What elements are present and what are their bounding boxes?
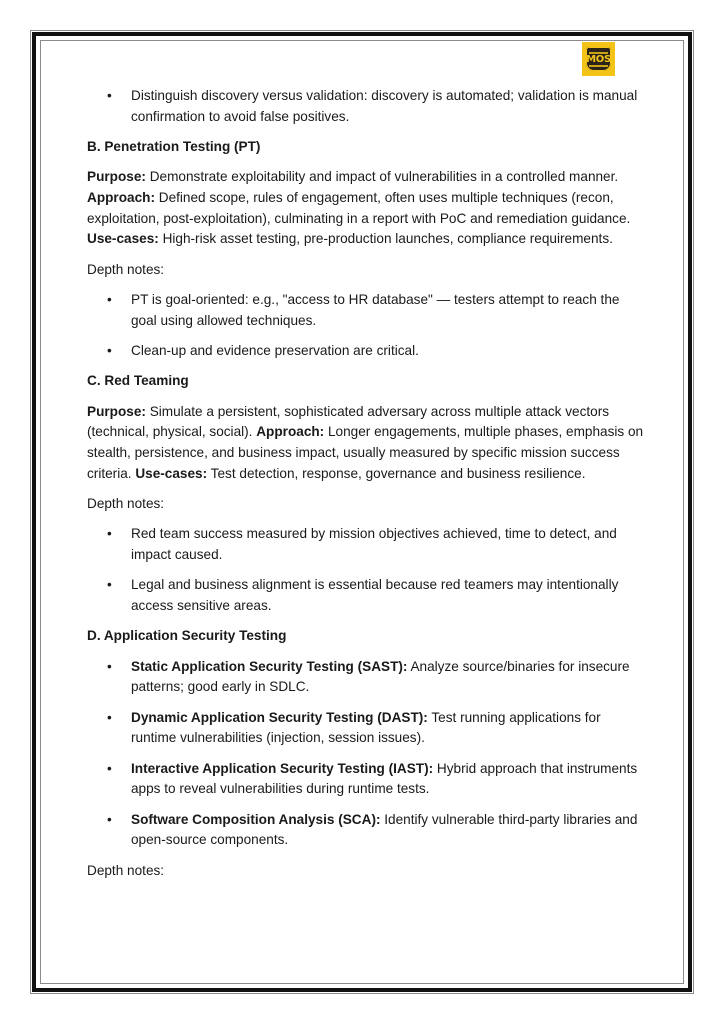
list-item-text: Clean-up and evidence preservation are critical. [131,343,419,358]
list-item [87,524,647,565]
term-description: Identify vulnerable third-party libraries and open-source components. [131,811,638,848]
purpose-text: Demonstrate exploitability and impact of vulnerabilities in a controlled manner. [145,169,619,185]
usecases-label: Use-cases: [87,231,159,247]
term-description: Test running applications for runtime vulnerabilities (injection, session issues). [131,709,601,746]
list-item-text: Distinguish discovery versus validation: discovery is automated; validation is manual confirmation to avoid false positives. [131,88,638,124]
list-item [87,708,647,749]
term-label: Interactive Application Security Testing (IAST): [131,760,434,776]
usecases-label: Use-cases: [135,465,208,481]
bullet-icon: • [107,343,112,358]
term-description: Hybrid approach that instruments apps to reveal vulnerabilities during runtime tests. [131,760,638,797]
intro-bullet-list [87,86,647,127]
depth-notes-label: Depth notes: [87,496,165,511]
bullet-icon: • [107,760,112,776]
term-label: Dynamic Application Security Testing (DAST): [131,709,428,725]
section-c-depth-list [87,524,647,616]
approach-text: Longer engagements, multiple phases, emphasis on stealth, persistence, and business impact, usually measured by specific mission success criteria. [87,424,644,481]
section-heading-application-security-testing: D. Application Security Testing [87,628,287,644]
list-item [87,810,647,851]
usecases-text: High-risk asset testing, pre-production launches, compliance requirements. [158,231,613,247]
list-item-text: Red team success measured by mission objectives achieved, time to detect, and impact caused. [131,526,617,562]
depth-notes-label: Depth notes: [87,862,165,878]
logo-badge-icon [586,47,611,71]
logo-text: MOS [586,53,611,65]
list-item [87,86,647,127]
purpose-label: Purpose: [87,403,146,419]
bullet-icon: • [107,577,112,593]
bullet-icon: • [107,658,112,674]
section-b-description [87,167,647,250]
purpose-text: Simulate a persistent, sophisticated adversary across multiple attack vectors (technical, physical, social). [87,403,610,440]
depth-notes-label: Depth notes: [87,261,165,277]
purpose-label: Purpose: [87,169,146,185]
list-item-text: PT is goal-oriented: e.g., "access to HR database" — testers attempt to reach the goal using allowed techniques. [131,292,620,328]
section-c-description [87,402,647,485]
list-item [87,290,647,331]
bullet-icon: • [107,292,112,307]
list-item-text: Legal and business alignment is essential because red teamers may intentionally access sensitive areas. [131,577,619,613]
document-body [87,86,647,891]
list-item [87,657,647,698]
logo-bottom-bar [589,65,608,67]
section-d-list [87,657,647,851]
term-description: Analyze source/binaries for insecure patterns; good early in SDLC. [131,658,630,695]
section-heading-red-teaming: C. Red Teaming [87,373,189,389]
mos-logo [582,42,615,76]
section-b-depth-list [87,290,647,362]
list-item [87,575,647,616]
approach-text: Defined scope, rules of engagement, often uses multiple techniques (recon, exploitation, post-exploitation), culminating in a report with PoC and remediation guidance. [87,190,631,226]
bullet-icon: • [107,709,112,725]
list-item [87,759,647,800]
bullet-icon: • [107,88,112,103]
approach-label: Approach: [87,190,155,205]
approach-label: Approach: [256,424,325,440]
section-heading-penetration-testing: B. Penetration Testing (PT) [87,139,261,154]
logo-top-bar [589,52,608,54]
bullet-icon: • [107,526,112,542]
list-item [87,341,647,362]
term-label: Software Composition Analysis (SCA): [131,811,381,827]
term-label: Static Application Security Testing (SAST): [131,658,408,674]
bullet-icon: • [107,811,112,827]
usecases-text: Test detection, response, governance and business resilience. [207,465,586,481]
